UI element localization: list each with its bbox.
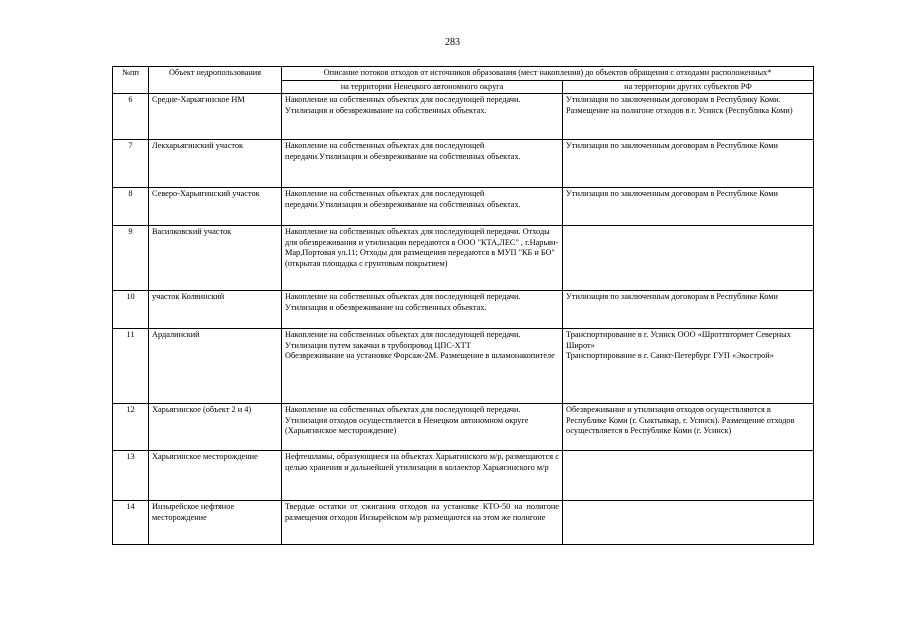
row-num: 9 [113,226,149,291]
row-num: 6 [113,94,149,140]
row-object: Лекхарьягинский участок [149,140,282,188]
row-nao: Накопление на собственных объектах для последующей передачи. Утилизация и обезвреживание на собственных объектах. [282,94,563,140]
row-other: Утилизация по заключенным договорам в Республику Коми. Размещение на полигоне отходов в г. Усинск (Республика Коми) [563,94,814,140]
table-row [113,404,814,451]
row-object: Ардалинский [149,329,282,404]
row-object: Северо-Харьягинский участок [149,188,282,226]
row-object: Средне-Харьягинское НМ [149,94,282,140]
row-num: 14 [113,501,149,545]
row-nao: Нефтешламы, образующиеся на объектах Харьягинского м/р, размещаются с целью хранения и дальнейшей утилизации в коллектор Харьягинского м/р [282,451,563,501]
row-other: Обезвреживание и утилизация отходов осуществляются в Республике Коми (г. Сыктывкар, г. Усинск). Размещение отходов осуществляется в Республике Коми (г. Усинск) [563,404,814,451]
waste-flow-table [112,66,814,545]
row-nao: Накопление на собственных объектах для последующей передачи. Утилизация и обезвреживание на собственных объектах. [282,291,563,329]
table-row [113,94,814,140]
row-other: Утилизация по заключенным договорам в Республике Коми [563,188,814,226]
table-header-row [113,67,814,81]
row-object: Харьягинское (объект 2 и 4) [149,404,282,451]
table-row [113,291,814,329]
header-description: Описание потоков отходов от источников образования (мест накопления) до объектов обращения с отходами расположенных* [282,67,814,81]
row-other [563,501,814,545]
row-nao: Накопление на собственных объектах для последующей передачи. Утилизация отходов осуществляется в Ненецком автономном округе (Харьягинское месторождение) [282,404,563,451]
row-other [563,451,814,501]
table-row [113,140,814,188]
row-nao: Накопление на собственных объектах для последующей передачи.Утилизация и обезвреживание на собственных объектах. [282,188,563,226]
table-row [113,226,814,291]
table-row [113,188,814,226]
row-other [563,226,814,291]
row-object: Инзырейское нефтяное месторождение [149,501,282,545]
row-nao: Накопление на собственных объектах для последующей передачи.Утилизация и обезвреживание на собственных объектах. [282,140,563,188]
row-other: Утилизация по заключенным договорам в Республике Коми [563,291,814,329]
header-num: №пп [113,67,149,94]
row-num: 10 [113,291,149,329]
row-nao: Накопление на собственных объектах для последующей передачи. Отходы для обезвреживания и утилизации передаются в ООО "КТА,ЛЕС" , г.Нарьян-Мар,Портовая ул.11; Отходы для размещения передаются в МУП "КБ и БО" (открытая площадка с грунтовым покрытием) [282,226,563,291]
row-nao: Накопление на собственных объектах для последующей передачи. Утилизация путем закачки в трубопровод ЦПС-ХТТ Обезвреживание на установке Форсаж-2М. Размещение в шламонакопителе [282,329,563,404]
row-num: 13 [113,451,149,501]
row-nao: Твердые остатки от сжигания отходов на установке КТО-50 на полигоне размещения отходов Инзырейском м/р размещаются на этом же полигоне [282,501,563,545]
row-object: Харьягинское месторождение [149,451,282,501]
table-row [113,451,814,501]
row-object: Василковский участок [149,226,282,291]
header-object: Объект недропользования [149,67,282,94]
table-row [113,329,814,404]
row-num: 8 [113,188,149,226]
row-object: участок Колвинский [149,291,282,329]
row-other: Утилизация по заключенным договорам в Республике Коми [563,140,814,188]
row-num: 12 [113,404,149,451]
table-row [113,501,814,545]
row-other: Транспортирование в г. Усинск ООО «Шроттвтормет Северных Широт» Транспортирование в г. Санкт-Петербург ГУП «Экострой» [563,329,814,404]
page-number: 283 [445,37,460,48]
header-nao: на территории Ненецкого автономного округа [282,80,563,94]
row-num: 7 [113,140,149,188]
header-other: на территории других субъектов РФ [563,80,814,94]
row-num: 11 [113,329,149,404]
